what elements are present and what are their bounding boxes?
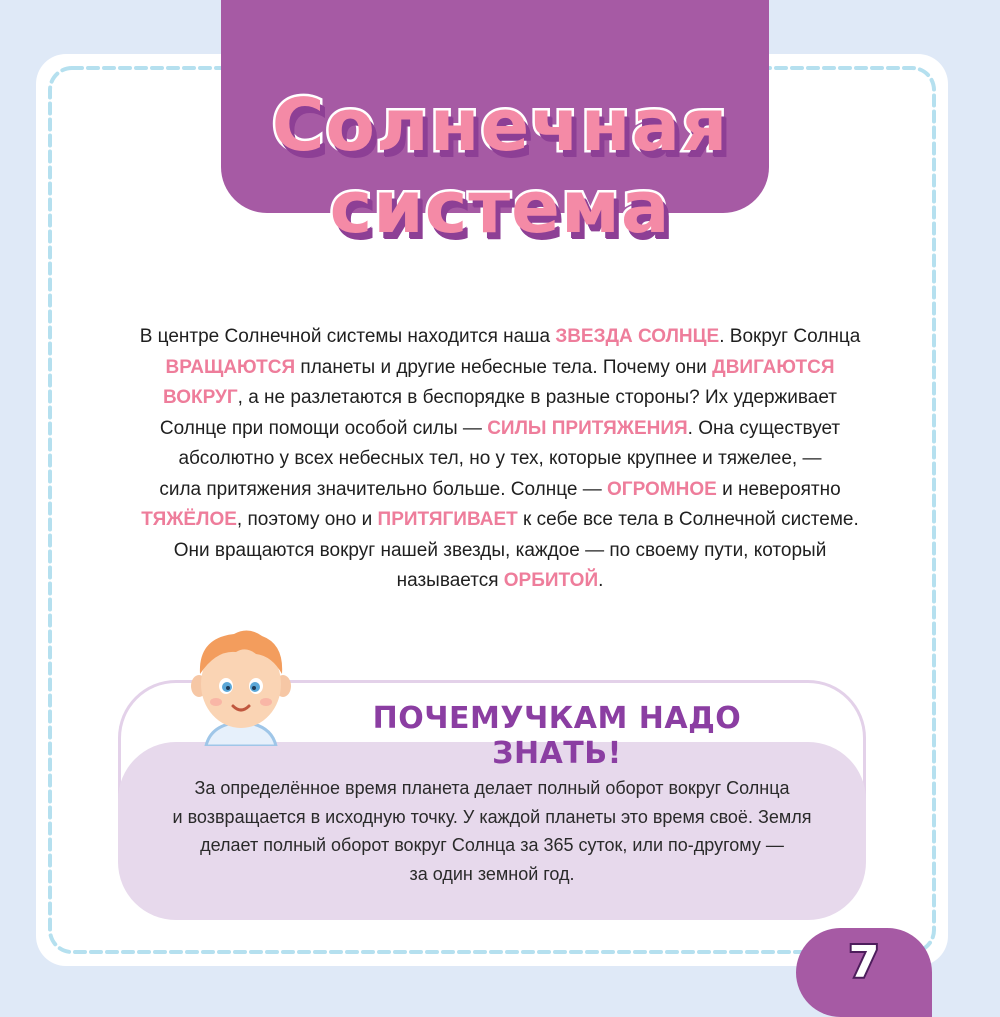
title-line-1: Солнечная xyxy=(271,83,729,167)
text-segment: . xyxy=(598,570,604,591)
highlight-word: ОГРОМНОЕ xyxy=(607,478,717,500)
boy-illustration-icon xyxy=(186,624,296,746)
text-segment: и невероятно xyxy=(716,478,841,500)
text-segment: . Вокруг Солнца xyxy=(719,326,861,347)
tip-line: и возвращается в исходную точку. У каждой планеты это время своё. Земля xyxy=(172,806,812,827)
text-segment: Они вращаются вокруг нашей звезды, каждое — по своему пути, который xyxy=(173,539,827,561)
highlight-word: ОРБИТОЙ xyxy=(503,570,599,591)
tip-line: за один земной год. xyxy=(409,863,575,884)
tip-title: ПОЧЕМУЧКАМ НАДО ЗНАТЬ! xyxy=(372,701,742,771)
page-title xyxy=(150,84,850,248)
text-segment: Солнце при помощи особой силы — xyxy=(159,417,488,439)
text-segment: , а не разлетаются в беспорядке в разные стороны? Их удерживает xyxy=(237,387,837,408)
text-segment: сила притяжения значительно больше. Солнце — xyxy=(159,478,608,500)
highlight-word: ПРИТЯГИВАЕТ xyxy=(377,509,518,530)
highlight-word: ТЯЖЁЛОЕ xyxy=(141,509,237,530)
text-segment: планеты и другие небесные тела. Почему они xyxy=(295,356,713,378)
highlight-word: ВРАЩАЮТСЯ xyxy=(165,356,296,378)
text-segment: называется xyxy=(396,570,504,591)
main-paragraph xyxy=(100,322,900,597)
text-segment: , поэтому оно и xyxy=(236,509,378,530)
highlight-word: ЗВЕЗДА СОЛНЦЕ xyxy=(555,326,720,347)
highlight-word: СИЛЫ ПРИТЯЖЕНИЯ xyxy=(487,417,688,439)
page-number: 7 xyxy=(848,937,880,988)
text-segment: В центре Солнечной системы находится наша xyxy=(139,326,556,347)
highlight-word: ДВИГАЮТСЯ xyxy=(712,356,835,378)
highlight-word: ВОКРУГ xyxy=(163,387,238,408)
title-line-2: система xyxy=(329,165,671,249)
text-segment: абсолютно у всех небесных тел, но у тех, которые крупнее и тяжелее, — xyxy=(178,448,822,469)
tip-line: За определённое время планета делает полный оборот вокруг Солнца xyxy=(194,778,790,798)
text-segment: . Она существует xyxy=(687,417,841,439)
tip-text xyxy=(130,774,854,888)
tip-line: делает полный оборот вокруг Солнца за 365 суток, или по-другому — xyxy=(200,835,784,855)
text-segment: к себе все тела в Солнечной системе. xyxy=(517,509,859,530)
